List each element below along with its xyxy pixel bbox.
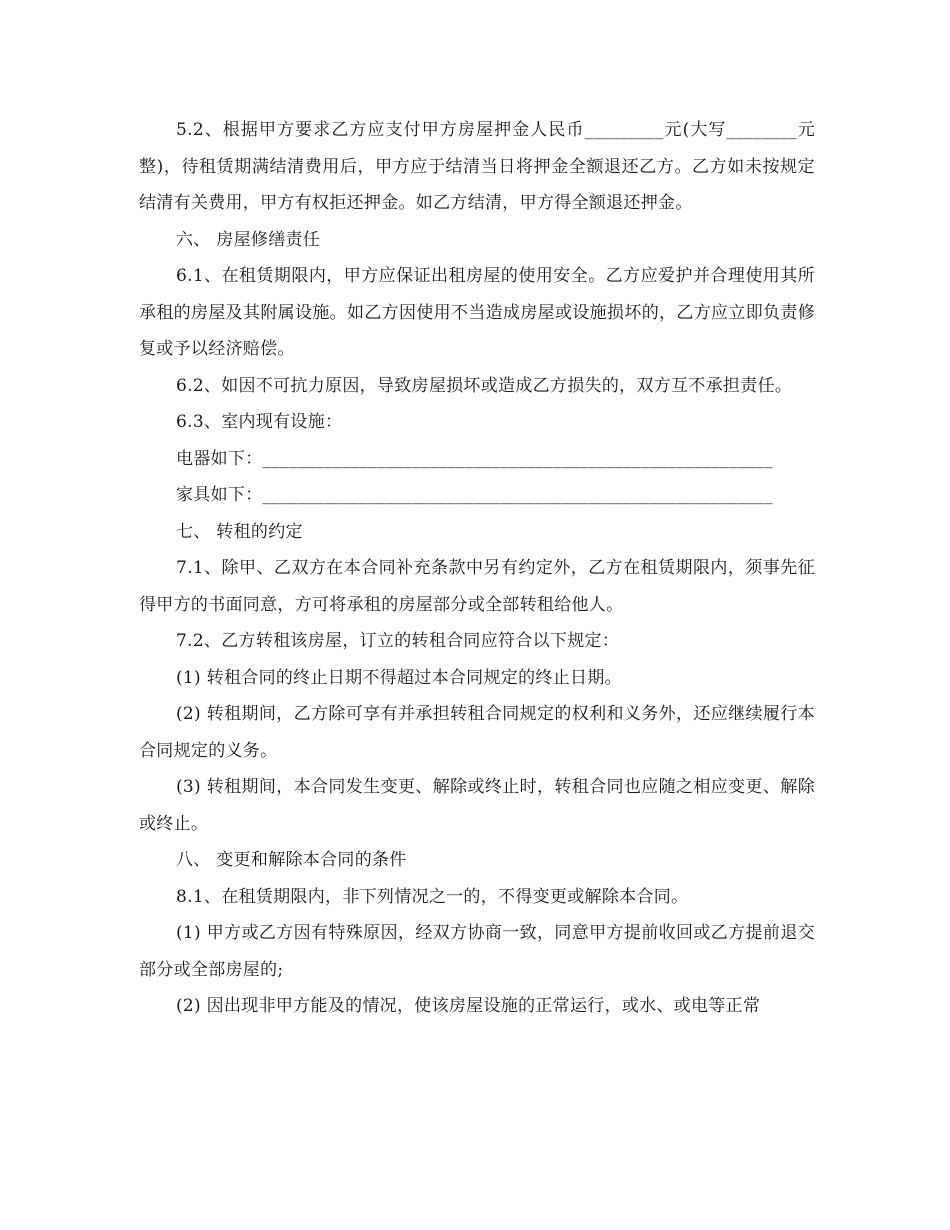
clause-7-1: 7.1、除甲、乙双方在本合同补充条款中另有约定外，乙方在租赁期限内，须事先征得甲方的书面同意，方可将承租的房屋部分或全部转租给他人。	[139, 558, 815, 615]
clause-6-3: 6.3、室内现有设施：	[176, 412, 343, 432]
section-7-heading: 七、 转租的约定	[176, 521, 303, 542]
clause-7-2-item-1: (1) 转租合同的终止日期不得超过本合同规定的终止日期。	[176, 667, 622, 688]
clause-6-1: 6.1、在租赁期限内，甲方应保证出租房屋的使用安全。乙方应爱护并合理使用其所承租的房屋及其附属设施。如乙方因使用不当造成房屋或设施损坏的，乙方应立即负责修复或予以经济赔偿。	[139, 266, 815, 359]
clause-8-1: 8.1、在租赁期限内，非下列情况之一的，不得变更或解除本合同。	[176, 886, 689, 907]
clause-8-1-item-1: (1) 甲方或乙方因有特殊原因，经双方协商一致，同意甲方提前收回或乙方提前退交部分或全部房屋的;	[139, 923, 815, 980]
clause-8-1-item-2: (2) 因出现非甲方能及的情况，使该房屋设施的正常运行，或水、或电等正常	[176, 996, 761, 1016]
clause-6-2: 6.2、如因不可抗力原因，导致房屋损坏或造成乙方损失的，双方互不承担责任。	[176, 375, 793, 396]
section-6-heading: 六、 房屋修缮责任	[176, 229, 321, 250]
clause-7-2: 7.2、乙方转租该房屋，订立的转租合同应符合以下规定：	[176, 631, 620, 651]
clause-7-2-item-2: (2) 转租期间，乙方除可享有并承担转租合同规定的权利和义务外，还应继续履行本合同规定的义务。	[139, 704, 815, 761]
furniture-line: 家具如下：__________________________________________________________	[176, 485, 773, 505]
clause-7-2-item-3: (3) 转租期间，本合同发生变更、解除或终止时，转租合同也应随之相应变更、解除或终止。	[139, 777, 815, 834]
document-body	[139, 112, 815, 1025]
section-8-heading: 八、 变更和解除本合同的条件	[176, 850, 407, 870]
clause-5-2: 5.2、根据甲方要求乙方应支付甲方房屋押金人民币_________元(大写________元整)，待租赁期满结清费用后，甲方应于结清当日将押金全额退还乙方。乙方如未按规定结清有关费用，甲方有权拒还押金。如乙方结清，甲方得全额退还押金。	[139, 120, 815, 213]
appliances-line: 电器如下：__________________________________________________________	[176, 448, 773, 469]
